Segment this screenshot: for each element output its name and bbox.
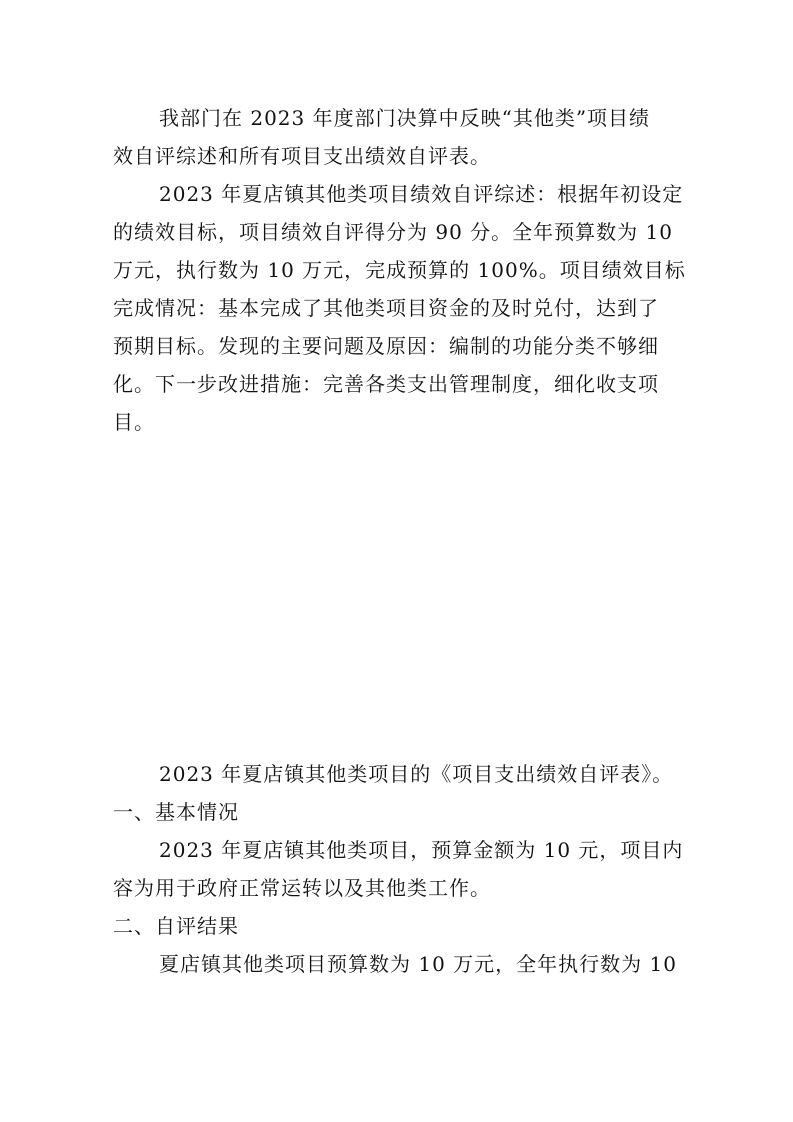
- paragraph-line: 化。下一步改进措施：完善各类支出管理制度，细化收支项: [113, 372, 659, 396]
- paragraph-line: 预期目标。发现的主要问题及原因：编制的功能分类不够细: [113, 334, 659, 358]
- paragraph-line: 目。: [113, 410, 155, 434]
- paragraph-line: 容为用于政府正常运转以及其他类工作。: [113, 876, 491, 900]
- paragraph-line: 万元，执行数为 10 万元，完成预算的 100%。项目绩效目标: [113, 258, 686, 282]
- section-intro: 2023 年夏店镇其他类项目的《项目支出绩效自评表》。: [159, 762, 674, 786]
- paragraph-line: 2023 年夏店镇其他类项目绩效自评综述：根据年初设定: [159, 182, 684, 206]
- paragraph-line: 夏店镇其他类项目预算数为 10 万元，全年执行数为 10: [159, 952, 677, 976]
- paragraph-line: 效自评综述和所有项目支出绩效自评表。: [113, 144, 491, 168]
- paragraph-line: 2023 年夏店镇其他类项目，预算金额为 10 元，项目内: [159, 838, 684, 862]
- self-evaluation-table-section: [113, 755, 683, 983]
- heading-self-evaluation-result: 二、自评结果: [113, 914, 239, 938]
- paragraph-line: 的绩效目标，项目绩效自评得分为 90 分。全年预算数为 10: [113, 220, 673, 244]
- performance-summary-section: [113, 99, 686, 441]
- paragraph-line: 我部门在 2023 年度部门决算中反映“其他类”项目绩: [159, 106, 651, 130]
- paragraph-line: 完成情况：基本完成了其他类项目资金的及时兑付，达到了: [113, 296, 659, 320]
- heading-basic-info: 一、基本情况: [113, 800, 239, 824]
